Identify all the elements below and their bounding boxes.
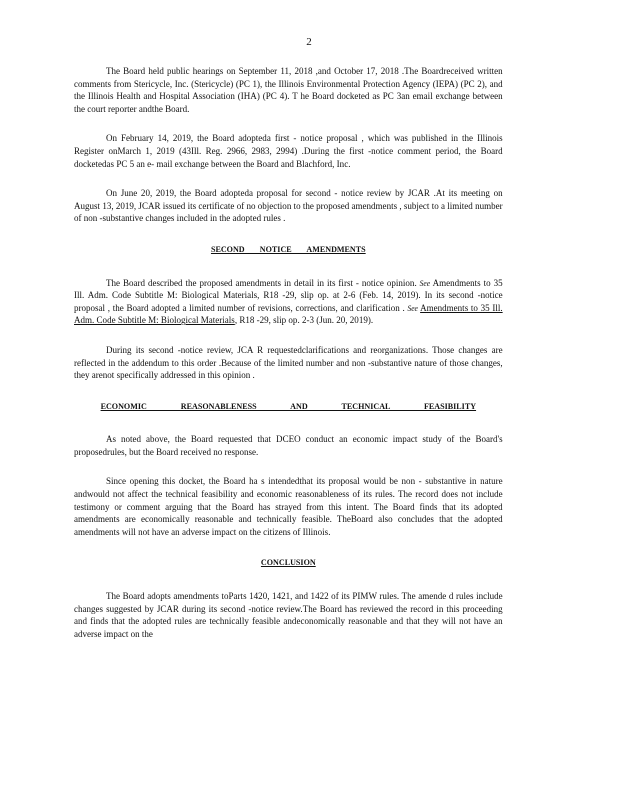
page-number: 2 [306, 36, 312, 48]
paragraph-text: , R18 -29, slip op. 2-3 (Jun. 20, 2019). [234, 315, 374, 327]
paragraph-feasibility: Since opening this docket, the Board ha s intendedthat its proposal would be non - substantive in nature andwould not affect the technical feasibility and economic reasonableness of its rules. The record does not include testimony or comment arguing that the Board has strayed from this intent. The Board finds that its adopted amendments are economically reasonable and technically feasible. TheBoard also concludes that the adopted amendments will not have an adverse impact on the citizens of Illinois. [74, 476, 503, 538]
paragraph-conclusion: The Board adopts amendments toParts 1420, 1421, and 1422 of its PIMW rules. The amende d rules include changes suggested by JCAR during its second -notice review.The Board has reviewed the record in this proceeding and finds that the adopted rules are technically feasible andeconomically reasonable and that they will not have an adverse impact on the [74, 591, 503, 640]
section-heading-conclusion: CONCLUSION [260, 557, 316, 568]
see-signal: See [407, 303, 418, 313]
section-heading-second-notice: SECOND NOTICE AMENDMENTS [210, 243, 366, 254]
section-heading-economic: ECONOMIC REASONABLENESS AND TECHNICAL FEASIBILITY [100, 400, 477, 411]
paragraph-amendments-described [74, 278, 503, 328]
paragraph-hearings: The Board held public hearings on September 11, 2018 ,and October 17, 2018 .The Boardreceived written comments from Stericycle, Inc. (Stericycle) (PC 1), the Illinois Environmental Protection Agency (IEPA) (PC 2), and the Illinois Health and Hospital Association (IHA) (PC 4). T he Board docketed as PC 3an email exchange between the court reporter andthe Board. [74, 66, 503, 115]
document-body [74, 66, 503, 658]
paragraph-first-notice: On February 14, 2019, the Board adopteda first - notice proposal , which was published in the Illinois Register onMarch 1, 2019 (43Ill. Reg. 2966, 2983, 2994) .During the first -notice comment period, the Board docketedas PC 5 an e- mail exchange between the Board and Blachford, Inc. [74, 133, 503, 170]
see-signal: See [419, 278, 431, 288]
citation-title: Amendments to 35 Ill. Adm. Code Subtitle M: Biological Materials [74, 277, 503, 302]
paragraph-dceo: As noted above, the Board requested that DCEO conduct an economic impact study of the Board's proposedrules, but the Board received no response. [74, 434, 503, 458]
paragraph-jcar-review: During its second -notice review, JCA R requestedclarifications and reorganizations. Those changes are reflected in the addendum to this order .Because of the limited number and non -substantive nature of those changes, they arenot specifically addressed in this opinion . [74, 344, 503, 382]
paragraph-text: , R18 -29, slip op. at 2-6 (Feb. 14, 2019). In its second -notice proposal , the Board adopted a limited number of revisions, corrections, and clarification . [74, 290, 503, 314]
paragraph-second-notice: On June 20, 2019, the Board adopteda proposal for second - notice review by JCAR .At its meeting on August 13, 2019, JCAR issued its certificate of no objection to the proposed amendments , subject to a limited number of non -substantive changes included in the adopted rules . [74, 188, 503, 225]
paragraph-text: The Board described the proposed amendments in detail in its first - notice opinion. [105, 277, 417, 289]
citation-title-underlined: Amendments to 35 Ill. Adm. Code Subtitle M: Biological Materials [74, 302, 503, 327]
